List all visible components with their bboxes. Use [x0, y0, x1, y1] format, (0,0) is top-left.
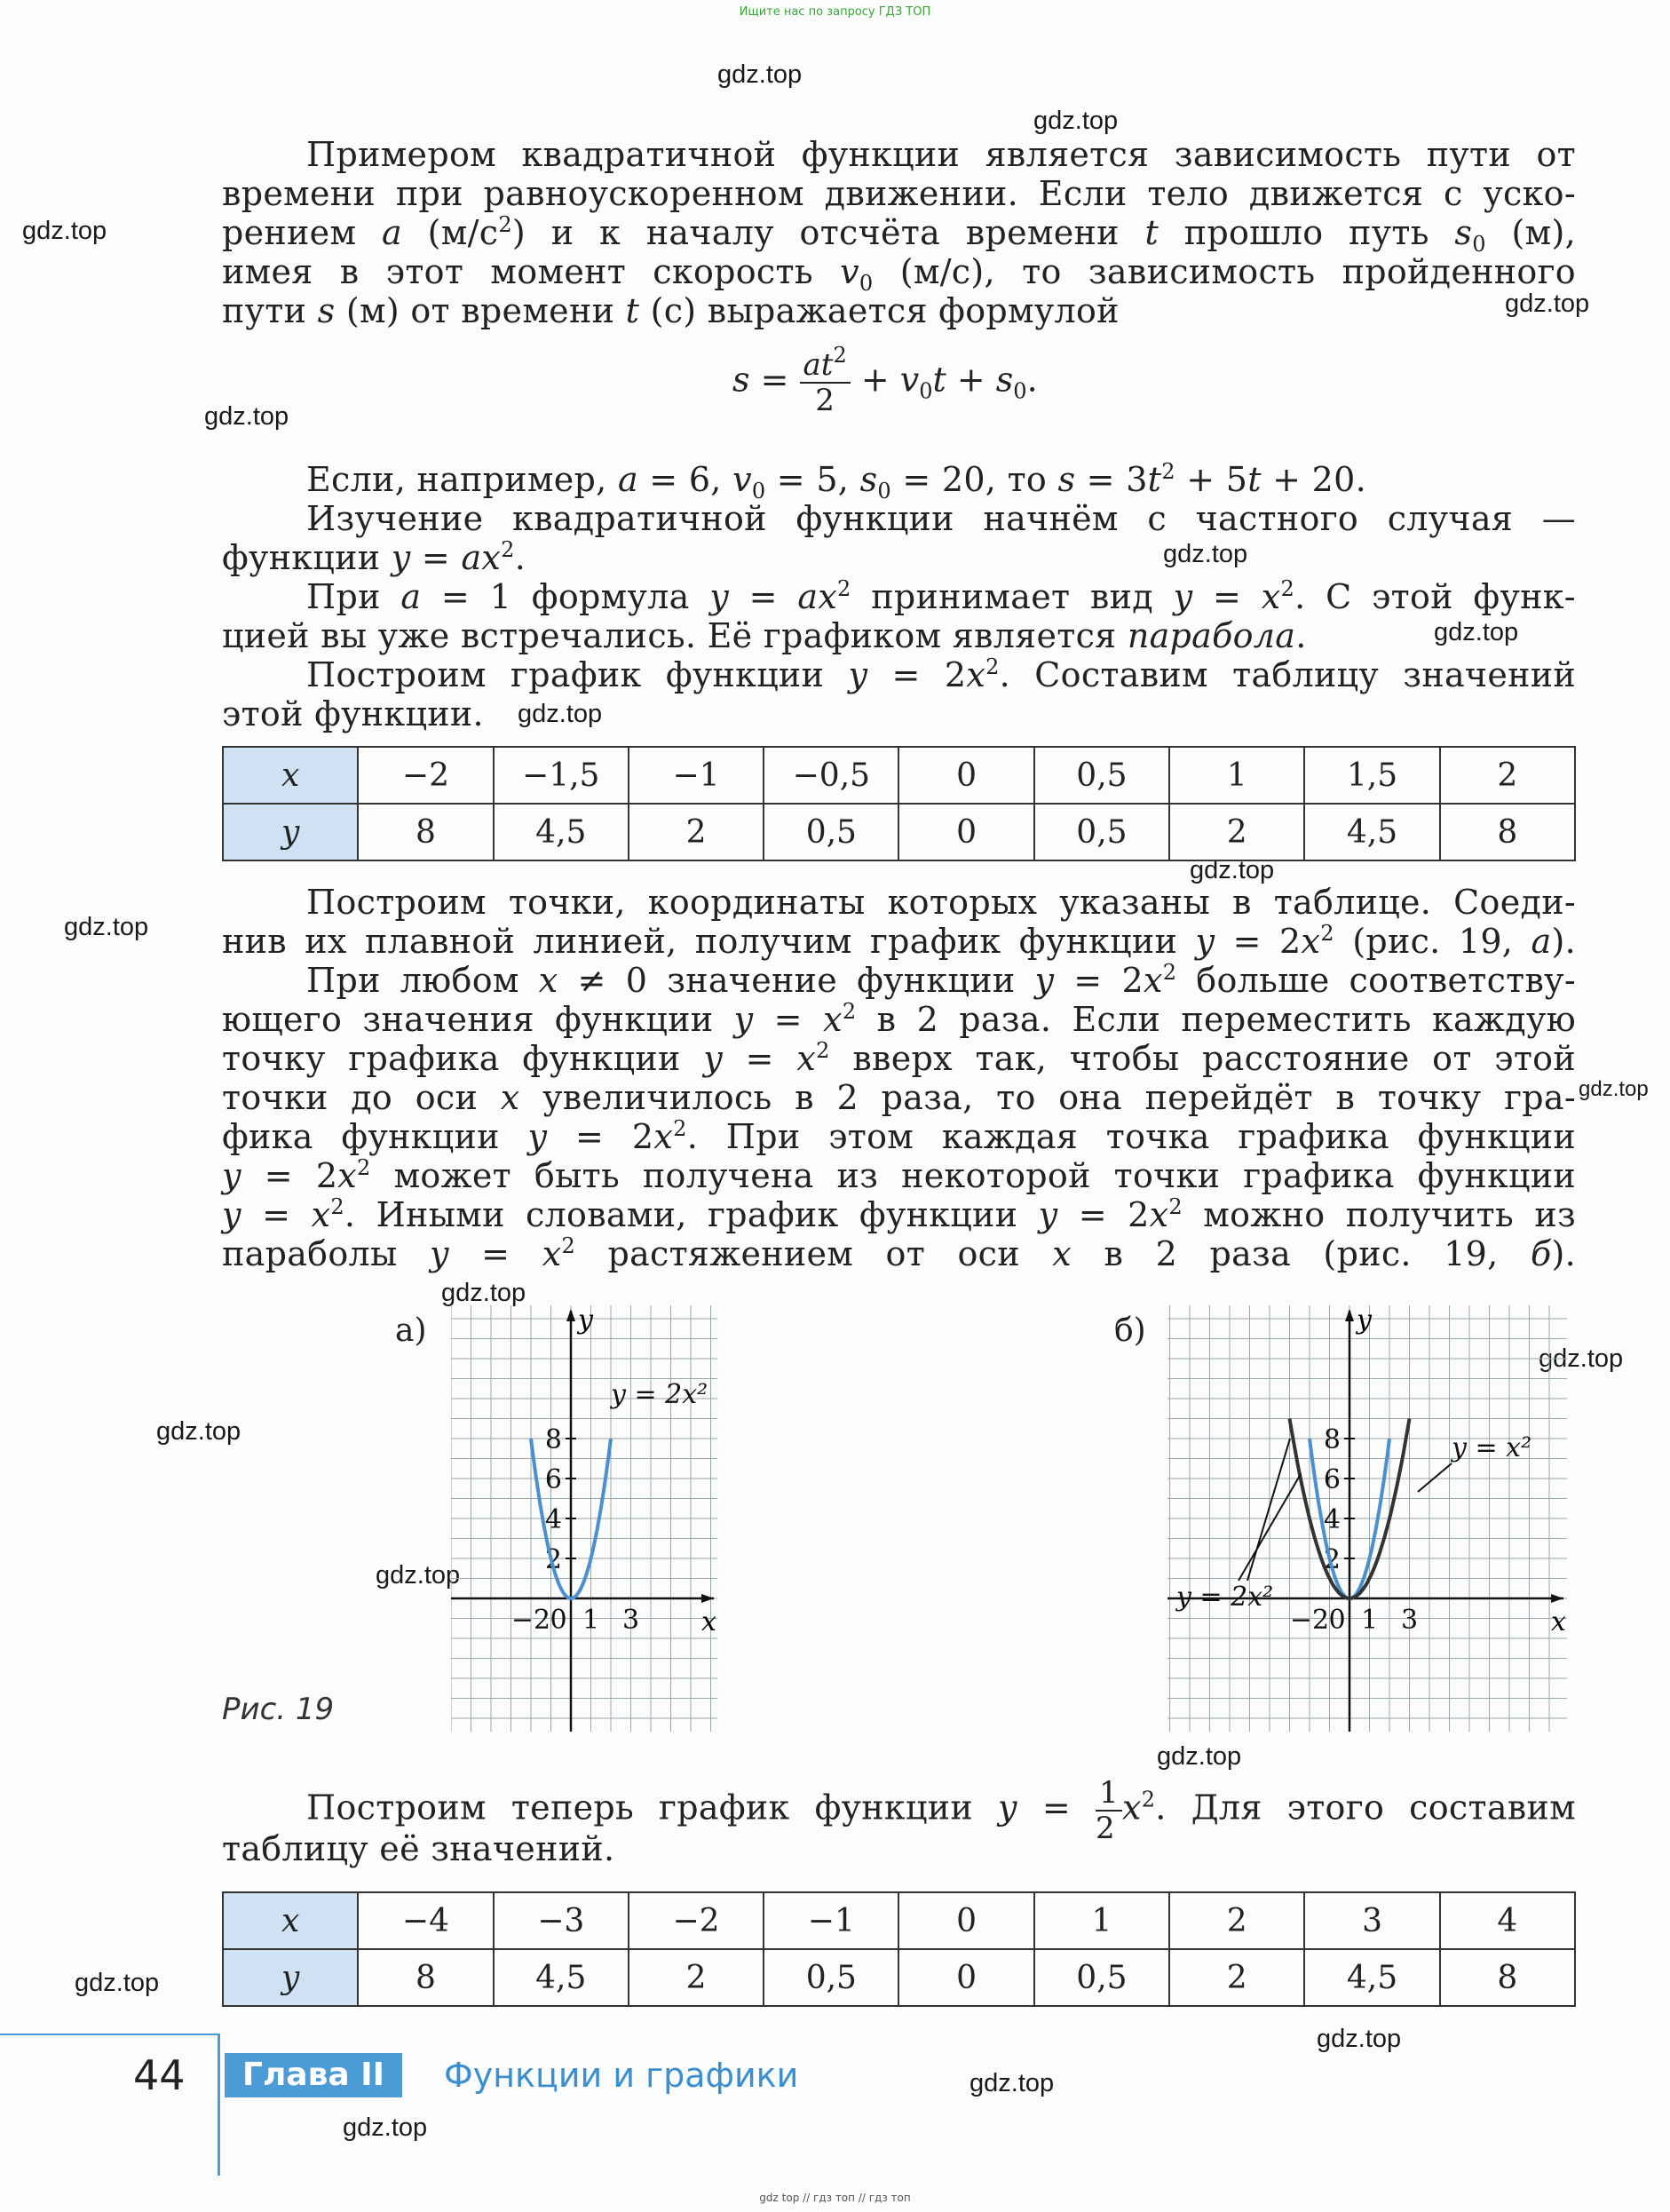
page-number: 44: [133, 2051, 186, 2099]
table-cell: 2: [629, 804, 764, 860]
text-line: Построим график функции $y = 2x^2$. Составим таблицу значений: [306, 654, 1576, 694]
table-cell: 0,5: [764, 804, 898, 860]
tick-label-x: 0: [1328, 1605, 1346, 1636]
tick-label-y: 8: [1323, 1424, 1341, 1455]
table-cell: 2: [1169, 1949, 1304, 2006]
watermark: gdz.top: [64, 913, 149, 941]
table-row: [223, 804, 1575, 860]
text-line: Если, например, a = 6, $v_0 = 5$, $s_0 = 20$, то $s = 3t^2 + 5t + 20$.: [306, 459, 1367, 503]
watermark: gdz.top: [1163, 540, 1248, 568]
table-cell: 4,5: [494, 804, 629, 860]
table-header-y: y: [223, 804, 358, 860]
x-axis-arrow: [701, 1594, 714, 1603]
text-line: этой функции.: [222, 694, 484, 733]
table-cell: −4: [358, 1892, 493, 1949]
figure-caption: Рис. 19: [222, 1692, 335, 1727]
table-cell: 1: [1169, 747, 1304, 804]
table-cell: 0: [898, 804, 1033, 860]
text-line: Изучение квадратичной функции начнём с частного случая —: [306, 499, 1576, 538]
table-cell: 8: [358, 804, 493, 860]
table-cell: −3: [494, 1892, 629, 1949]
values-table-1: [222, 746, 1576, 861]
text-line: $y = x^2$. Иными словами, график функции $y = 2x^2$ можно получить из: [222, 1194, 1576, 1234]
table-row: [223, 1892, 1575, 1949]
watermark: gdz.top: [1579, 1077, 1649, 1101]
text-line: функции $y = ax^2$.: [222, 537, 526, 577]
table-cell: 0: [898, 747, 1033, 804]
tick-label-x: −2: [510, 1605, 551, 1636]
text-line: цией вы уже встречались. Её графиком является парабола.: [222, 616, 1307, 655]
tick-label-y: 4: [544, 1504, 562, 1535]
text-line: нив их плавной линией, получим график функции $y = 2x^2$ (рис. 19, а).: [222, 921, 1576, 961]
watermark: gdz.top: [1033, 107, 1119, 135]
tick-label-y: 6: [544, 1464, 562, 1495]
table-cell: 2: [629, 1949, 764, 2006]
table-cell: 8: [358, 1949, 493, 2006]
table-cell: 0,5: [1034, 804, 1169, 860]
text-line: параболы $y = x^2$ растяжением от оси x в 2 раза (рис. 19, б).: [222, 1233, 1576, 1273]
watermark: gdz.top: [1190, 856, 1275, 884]
chart-a: [451, 1305, 717, 1732]
watermark: gdz.top: [75, 1969, 160, 1997]
watermark: gdz.top: [376, 1561, 461, 1590]
table-header-x: x: [223, 1892, 358, 1949]
watermark: gdz.top: [1317, 2025, 1402, 2053]
table-cell: 0,5: [1034, 1949, 1169, 2006]
table-row: [223, 1949, 1575, 2006]
table-cell: −2: [629, 1892, 764, 1949]
footer-rule: [0, 2034, 220, 2035]
tick-label-y: 6: [1323, 1464, 1341, 1495]
table-cell: 0: [898, 1949, 1033, 2006]
table-cell: 1: [1034, 1892, 1169, 1949]
watermark: gdz.top: [1539, 1344, 1624, 1373]
table-cell: 8: [1440, 804, 1575, 860]
top-note: Ищите нас по запросу ГДЗ ТОП: [739, 5, 931, 19]
tick-label-x: 1: [1360, 1605, 1379, 1636]
table-cell: 2: [1169, 804, 1304, 860]
table-cell: −1: [629, 747, 764, 804]
text-line: таблицу её значений.: [222, 1829, 615, 1868]
table-cell: −0,5: [764, 747, 898, 804]
values-table-2: [222, 1891, 1576, 2007]
footer-rule: [218, 2034, 220, 2176]
watermark: gdz.top: [343, 2113, 428, 2142]
table-cell: 0,5: [764, 1949, 898, 2006]
axis-label-y: y: [1357, 1305, 1372, 1336]
tick-label-y: 2: [544, 1544, 562, 1575]
text-line: фика функции $y = 2x^2$. При этом каждая точка графика функции: [222, 1116, 1576, 1156]
leader-line: [1418, 1463, 1452, 1492]
axis-label-x: x: [1551, 1606, 1566, 1637]
axis-label-y: y: [578, 1305, 593, 1336]
text-line: Построим точки, координаты которых указаны в таблице. Соеди-: [306, 883, 1576, 922]
text-line: ющего значения функции $y = x^2$ в 2 раза. Если переместить каждую: [222, 999, 1576, 1039]
leader-line: [1247, 1439, 1290, 1581]
table-cell: 1,5: [1304, 747, 1439, 804]
table-cell: 2: [1440, 747, 1575, 804]
tick-label-x: 0: [550, 1605, 567, 1636]
table-cell: −1,5: [494, 747, 629, 804]
axis-label-x: x: [701, 1606, 716, 1637]
tick-label-y: 8: [544, 1424, 562, 1455]
y-axis-arrow: [566, 1309, 575, 1321]
watermark: gdz.top: [1505, 289, 1590, 318]
text-line: точку графика функции $y = x^2$ вверх так, чтобы расстояние от этой: [222, 1038, 1576, 1078]
figure-label-a: а): [395, 1312, 427, 1349]
table-cell: 8: [1440, 1949, 1575, 2006]
table-cell: 4: [1440, 1892, 1575, 1949]
y-axis-arrow: [1345, 1309, 1354, 1321]
text-line: пути s (м) от времени t (с) выражается формулой: [222, 291, 1120, 330]
curve-label: y = x²: [1452, 1432, 1532, 1463]
chapter-title: Функции и графики: [444, 2056, 799, 2095]
text-line: имея в этот момент скорость $v_0$ (м/с), то зависимость пройденного: [222, 252, 1576, 296]
watermark: gdz.top: [441, 1279, 526, 1307]
watermark: gdz.top: [22, 217, 107, 245]
text-line: При любом x ≠ 0 значение функции $y = 2x^2$ больше соответству-: [306, 960, 1576, 1000]
curve-label: y = 2x²: [611, 1379, 708, 1410]
table-cell: 4,5: [1304, 804, 1439, 860]
chart-b: [1167, 1305, 1567, 1732]
tick-label-y: 2: [1323, 1544, 1341, 1575]
curve-label: y = 2x²: [1176, 1582, 1274, 1613]
table-cell: 4,5: [1304, 1949, 1439, 2006]
tick-label-x: 3: [1400, 1605, 1419, 1636]
tick-label-y: 4: [1323, 1504, 1341, 1535]
text-line: $y = 2x^2$ может быть получена из некоторой точки графика функции: [222, 1155, 1576, 1195]
table-cell: 2: [1169, 1892, 1304, 1949]
formula-motion: s = $\frac{at^2}{2}$ + $v_0t + s_0$.: [732, 343, 1038, 418]
watermark: gdz.top: [204, 402, 289, 431]
text-line: рением a $(м/с^2)$ и к началу отсчёта времени t прошло путь $s_0$ (м),: [222, 212, 1576, 257]
tick-label-x: 3: [621, 1605, 640, 1636]
table-cell: 0,5: [1034, 747, 1169, 804]
text-line: При a = 1 формула $y = ax^2$ принимает вид $y = x^2$. С этой функ-: [306, 576, 1576, 616]
watermark: gdz.top: [970, 2069, 1055, 2097]
table-cell: 3: [1304, 1892, 1439, 1949]
figure-label-b: б): [1114, 1312, 1146, 1349]
table-header-y: y: [223, 1949, 358, 2006]
watermark: gdz.top: [1157, 1742, 1242, 1771]
watermark: gdz.top: [1434, 618, 1519, 646]
table-cell: 0: [898, 1892, 1033, 1949]
table-row: [223, 747, 1575, 804]
tick-label-x: −2: [1289, 1605, 1330, 1636]
bottom-note: gdz top // гдз топ // гдз топ: [759, 2192, 911, 2204]
text-line: Построим теперь график функции y = $\frac{1}{2}$ $x^2$. Для этого составим: [306, 1775, 1576, 1846]
text-line: Примером квадратичной функции является зависимость пути от: [306, 135, 1576, 174]
x-axis-arrow: [1551, 1594, 1563, 1603]
text-line: времени при равноускоренном движении. Если тело движется с уско-: [222, 174, 1576, 213]
watermark: gdz.top: [717, 60, 803, 89]
chapter-label: Глава II: [225, 2053, 402, 2097]
watermark: gdz.top: [156, 1417, 241, 1446]
table-cell: −2: [358, 747, 493, 804]
text-line: точки до оси x увеличилось в 2 раза, то она перейдёт в точку гра-: [222, 1078, 1576, 1117]
tick-label-x: 1: [582, 1605, 600, 1636]
table-header-x: x: [223, 747, 358, 804]
table-cell: 4,5: [494, 1949, 629, 2006]
watermark: gdz.top: [518, 700, 603, 728]
table-cell: −1: [764, 1892, 898, 1949]
